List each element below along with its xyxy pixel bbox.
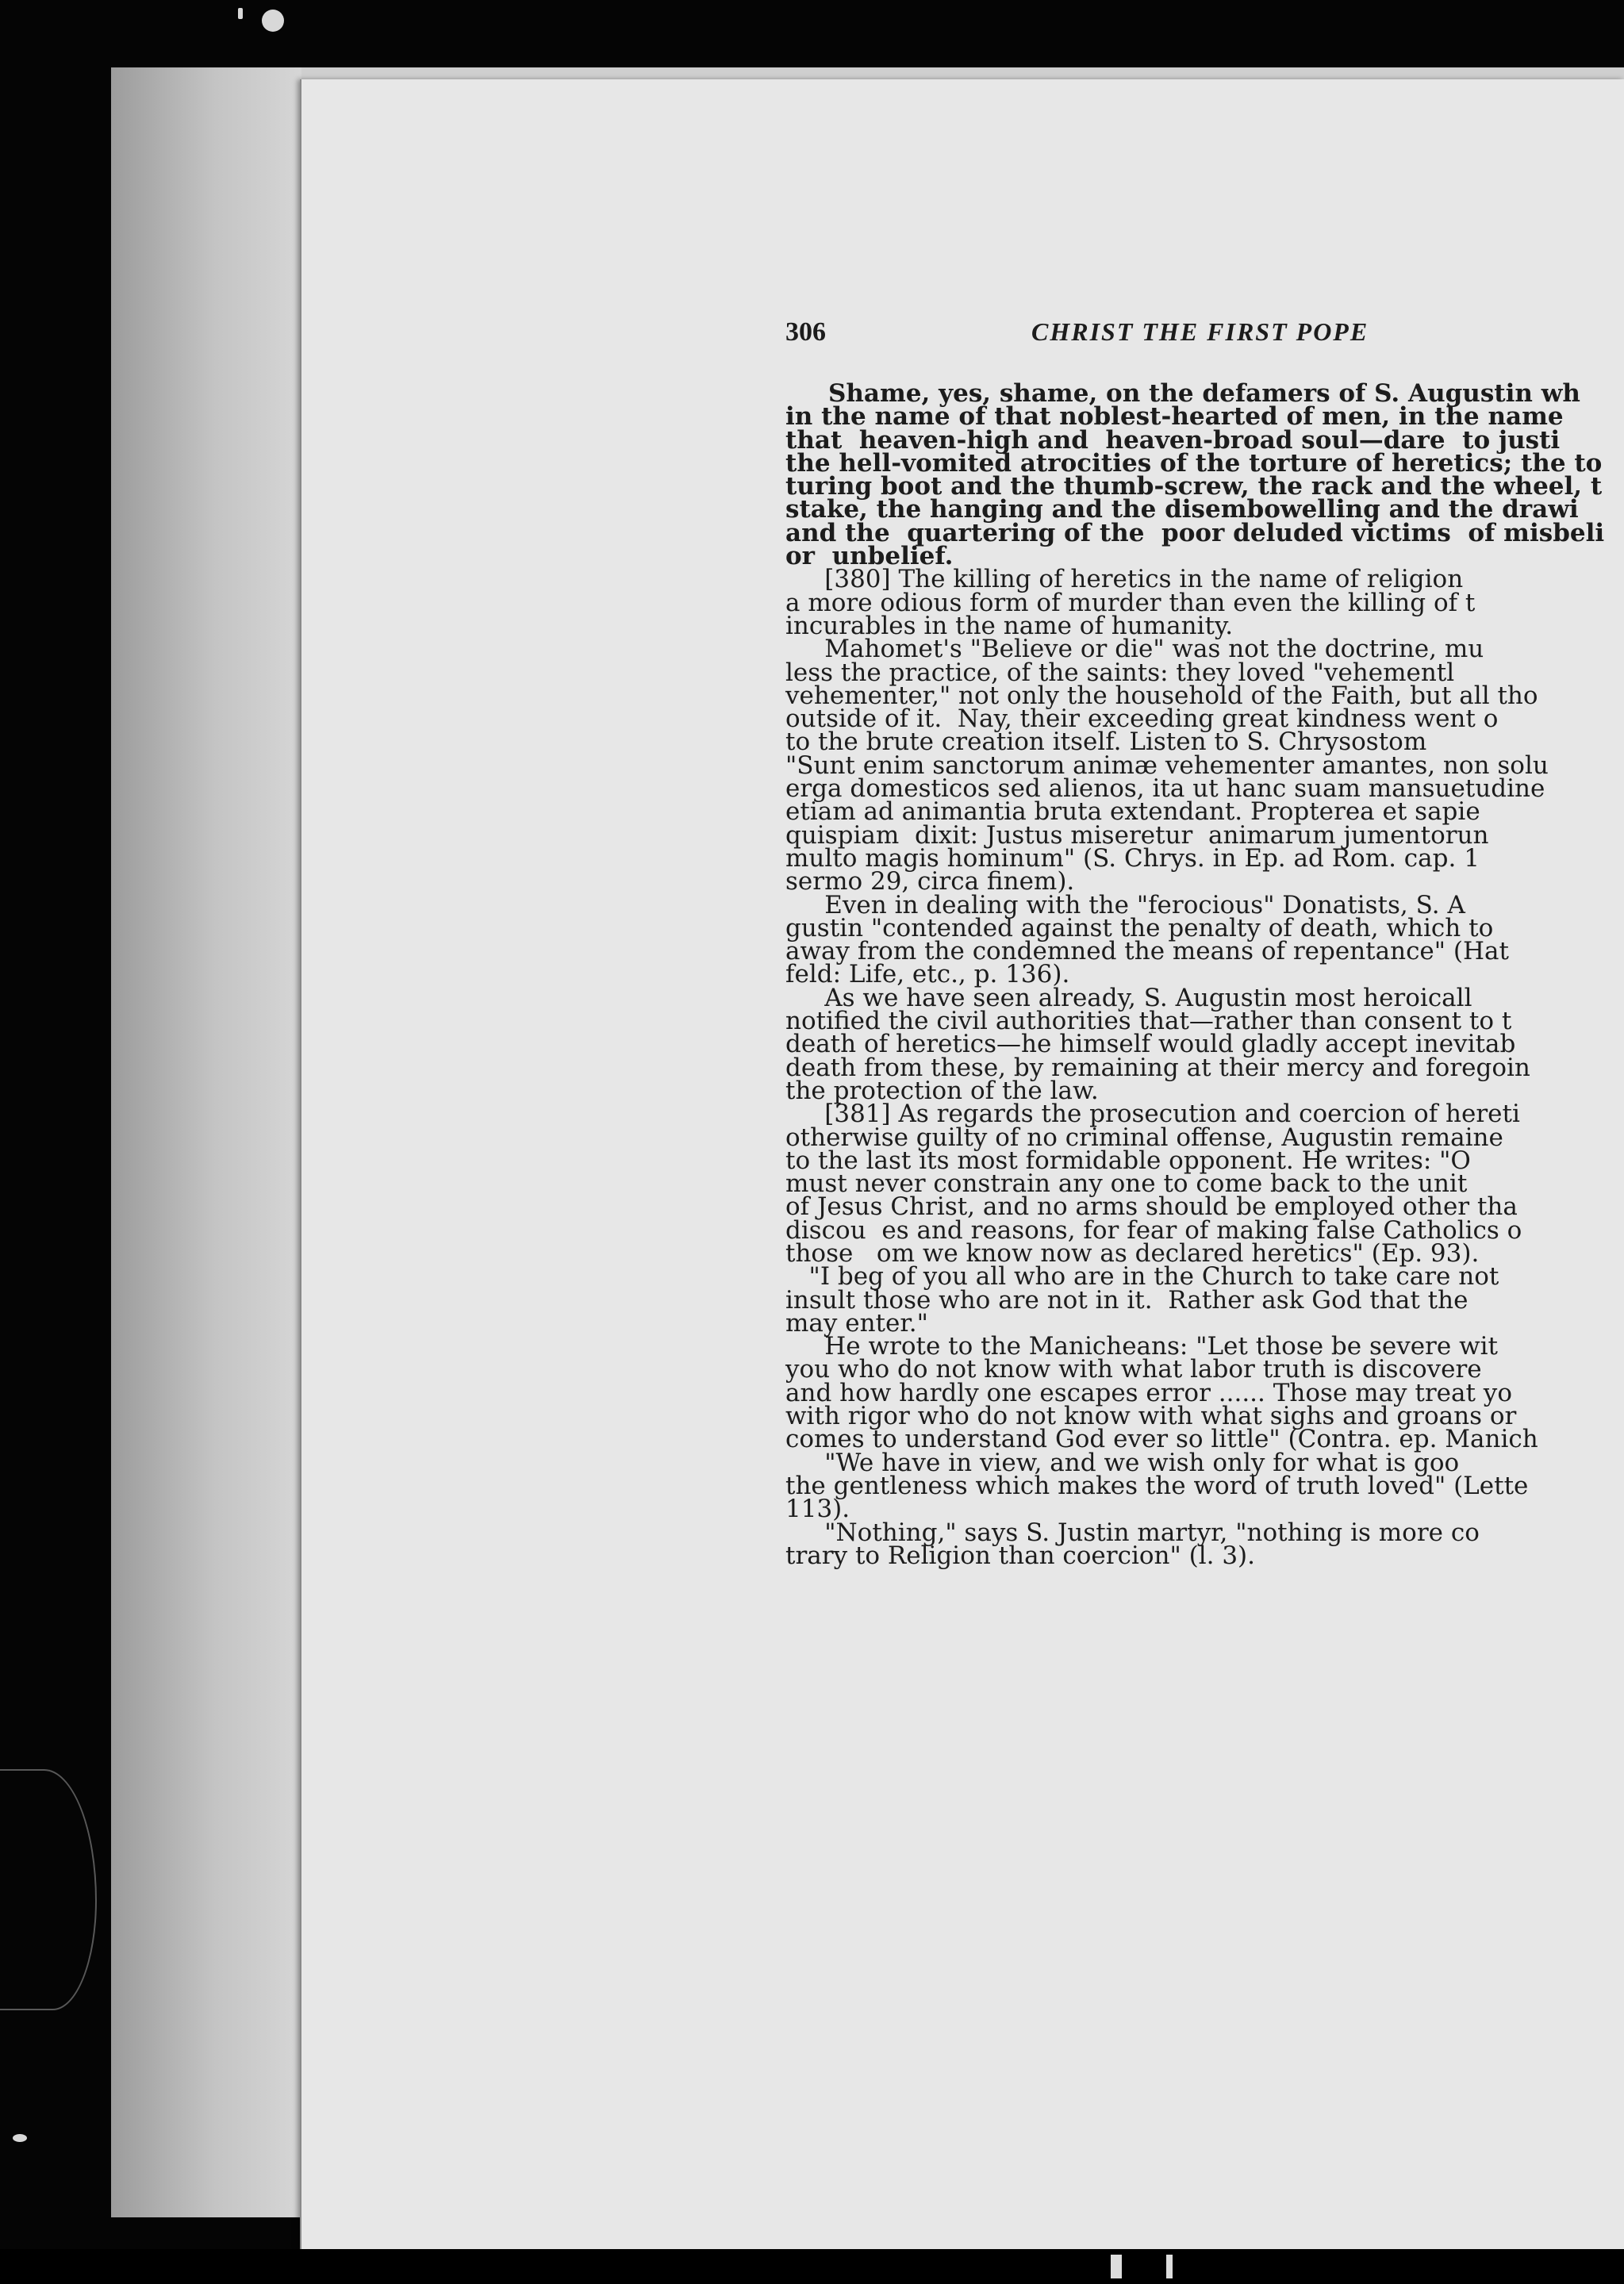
paragraph-manicheans: He wrote to the Manicheans: "Let those be severe wit you who do not know with what labor truth is discovere and how hardly one escapes error ...... Those may treat yo with rigor who do not know with what sighs and groans or comes to understand God ever so little" (Contra. ep. Manich bbox=[785, 1332, 1538, 1454]
page-header bbox=[785, 317, 1624, 352]
scan-mark bbox=[1111, 2255, 1122, 2278]
paragraph-heroic: As we have seen already, S. Augustin most heroicall notified the civil authorities that—rather than consent to t death of heretics—he himself would gladly accept inevitab death from these, by remaining at their mercy and foregoin the protection of the law. bbox=[785, 983, 1530, 1105]
paragraph-mahomet: Mahomet's "Believe or die" was not the doctrine, mu less the practice, of the saints: they loved "vehementl vehementer," not only the household of the Faith, but all tho outside of it. Nay, their exceeding great kindness went o to the brute creation itself. Listen to S. Chrysostom "Sunt enim sanctorum animæ vehementer amantes, non solu erga domesticos sed alienos, ita ut hanc suam mansuetudine etiam ad animantia bruta extendant. Propterea et sapie quispiam dixit: Justus miseretur animarum jumentorun multo magis hominum" (S. Chrys. in Ep. ad Rom. cap. 1 sermo 29, circa finem). bbox=[785, 635, 1549, 896]
scan-speck bbox=[262, 10, 284, 32]
scan-bottom-border bbox=[0, 2249, 1624, 2284]
paragraph-380: [380] The killing of heretics in the name of religion a more odious form of murder than even the killing of t incurables in the name of humanity. bbox=[785, 565, 1476, 640]
scan-mark bbox=[1166, 2255, 1173, 2278]
scan-artifact bbox=[0, 1769, 97, 2010]
paragraph-donatists: Even in dealing with the "ferocious" Donatists, S. A gustin "contended against the penalty of death, which to away from the condemned the means of repentance" (Hat feld: Life, etc., p. 136). bbox=[785, 890, 1509, 989]
page-number: 306 bbox=[785, 317, 826, 347]
paragraph-justin: "Nothing," says S. Justin martyr, "nothing is more co trary to Religion than coercion" (l. 3). bbox=[785, 1518, 1480, 1570]
page-shadow bbox=[111, 67, 301, 2217]
paragraph-beg: "I beg of you all who are in the Church to take care not insult those who are not in it. Rather ask God that the may enter." bbox=[785, 1262, 1499, 1338]
paragraph-381: [381] As regards the prosecution and coercion of hereti otherwise guilty of no criminal offense, Augustin remaine to the last its most formidable opponent. He writes: "O must never constrain any one to come back to the unit of Jesus Christ, and no arms should be employed other tha discou es and reasons, for fear of making false Catholics o those om we know now as declared heretics" (Ep. 93). bbox=[785, 1100, 1522, 1268]
running-head: CHRIST THE FIRST POPE bbox=[1031, 317, 1369, 346]
scan-speck bbox=[13, 2134, 27, 2142]
page-edge bbox=[300, 79, 301, 2249]
paragraph-gentleness: "We have in view, and we wish only for what is goo the gentleness which makes the word of truth loved" (Lette 113). bbox=[785, 1448, 1529, 1524]
paragraph-shame: Shame, yes, shame, on the defamers of S. Augustin wh in the name of that noblest-hearted of men, in the name that heaven-high and heaven-broad soul—dare to justi the hell-vomited atrocities of the torture of heretics; the to turing boot and the thumb-screw, the rack and the wheel, t stake, the hanging and the disembowelling and the drawi and the quartering of the poor deluded victims of misbeli or unbelief. bbox=[785, 379, 1605, 571]
page-text bbox=[785, 317, 1624, 1568]
scan-speck bbox=[238, 8, 243, 19]
